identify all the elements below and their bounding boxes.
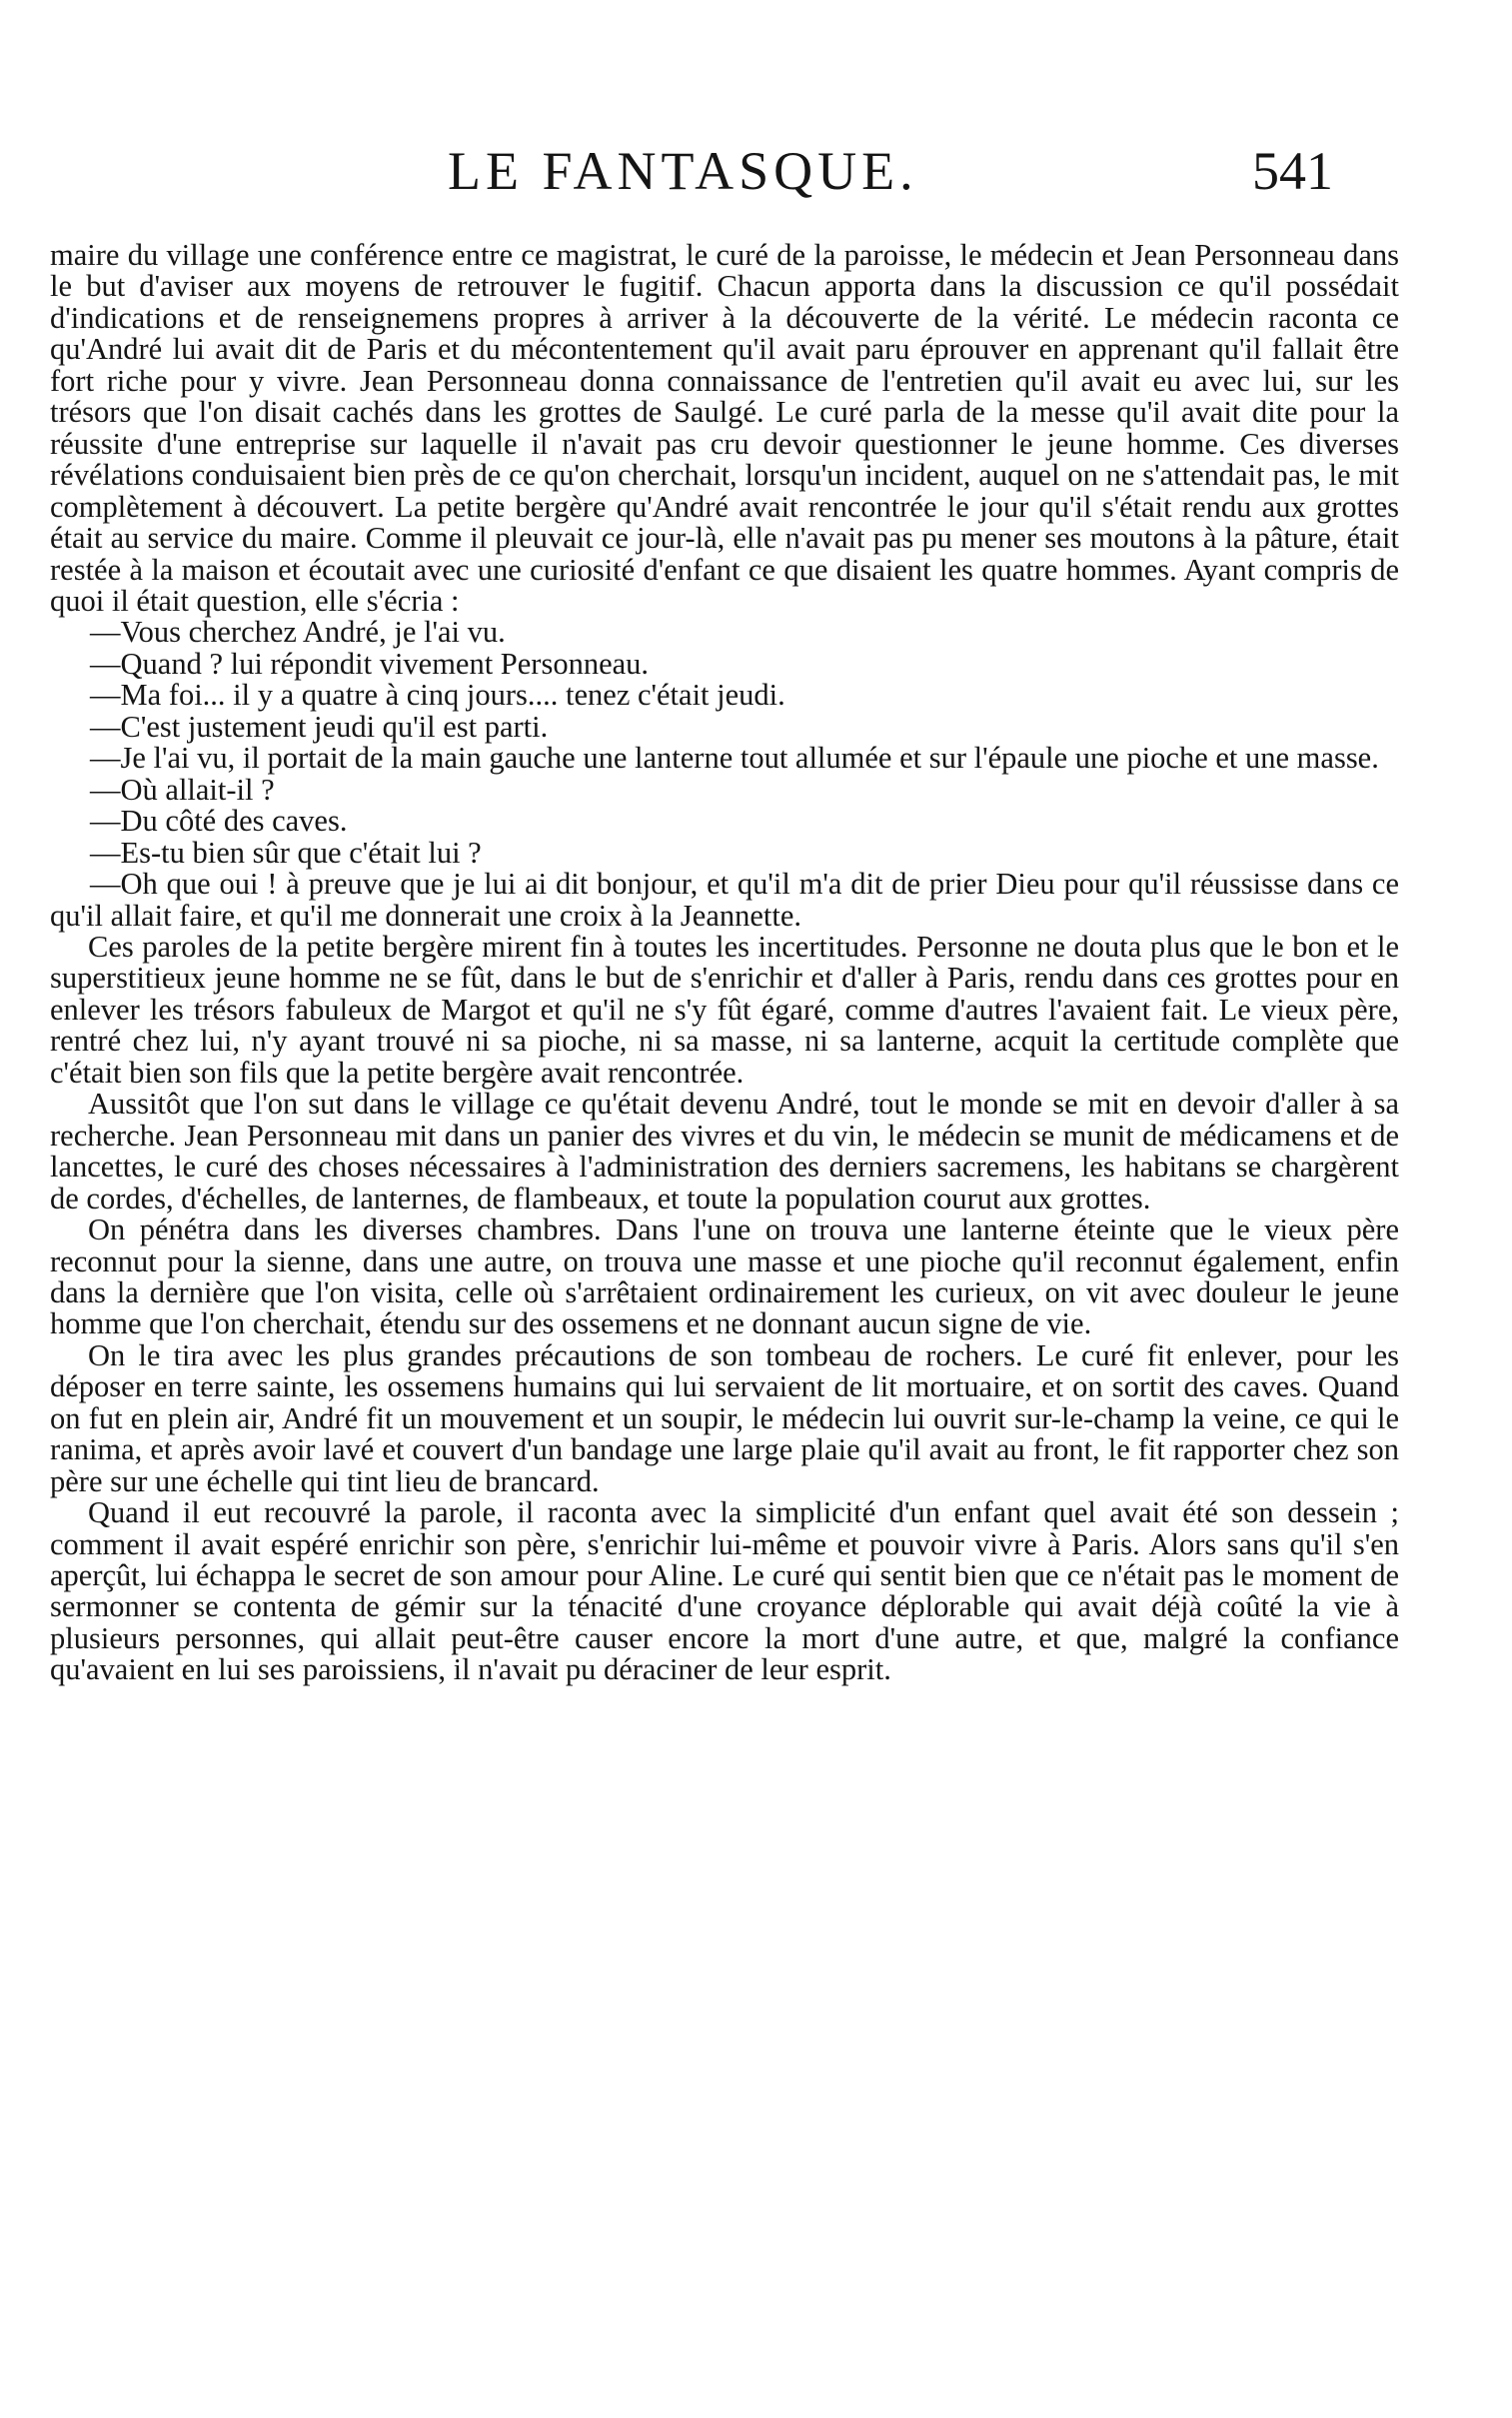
page-number: 541 bbox=[1252, 141, 1333, 201]
paragraph: maire du village une conférence entre ce magistrat, le curé de la paroisse, le médecin et Jean Personneau dans le but d'aviser aux moyens de retrouver le fugitif. Chacun apporta dans la discussion ce qu'il possédait d'indications et de renseignemens propres à arriver à la découverte de la vérité. Le médecin raconta ce qu'André lui avait dit de Paris et du mécontentement qu'il avait paru éprouver en apprenant qu'il fallait être fort riche pour y vivre. Jean Personneau donna connaissance de l'entretien qu'il avait eu avec lui, sur les trésors que l'on disait cachés dans les grottes de Saulgé. Le curé parla de la messe qu'il avait dite pour la réussite d'une entreprise sur laquelle il n'avait pas cru devoir questionner le jeune homme. Ces diverses révélations conduisaient bien près de ce qu'on cherchait, lorsqu'un incident, auquel on ne s'attendait pas, le mit complètement à découvert. La petite bergère qu'André avait rencontrée le jour qu'il s'était rendu aux grottes était au service du maire. Comme il pleuvait ce jour-là, elle n'avait pas pu mener ses moutons à la pâture, était restée à la maison et écoutait avec une curiosité d'enfant ce que disaient les quatre hommes. Ayant compris de quoi il était question, elle s'écria : bbox=[50, 238, 1399, 618]
dialogue-line: —Ma foi... il y a quatre à cinq jours.... tenez c'était jeudi. bbox=[90, 678, 785, 713]
dialogue-line: —Es-tu bien sûr que c'était lui ? bbox=[90, 835, 482, 870]
dialogue-line: —C'est justement jeudi qu'il est parti. bbox=[90, 709, 549, 744]
dialogue-line: —Quand ? lui répondit vivement Personneau. bbox=[90, 646, 650, 681]
dialogue-line: —Vous cherchez André, je l'ai vu. bbox=[90, 615, 506, 650]
running-header bbox=[0, 140, 1512, 210]
dialogue-line: —Je l'ai vu, il portait de la main gauche une lanterne tout allumée et sur l'épaule une pioche et une masse. bbox=[90, 741, 1379, 776]
body-text bbox=[50, 240, 1399, 1686]
paragraph: On pénétra dans les diverses chambres. Dans l'une on trouva une lanterne éteinte que le vieux père reconnut pour la sienne, dans une autre, on trouva une masse et une pioche qu'il reconnut également, enfin dans la dernière que l'on visita, celle où s'arrêtaient ordinairement les curieux, on vit avec douleur le jeune homme que l'on cherchait, étendu sur des ossemens et ne donnant aucun signe de vie. bbox=[50, 1212, 1399, 1341]
journal-title: LE FANTASQUE. bbox=[448, 141, 918, 201]
dialogue-line: —Du côté des caves. bbox=[90, 804, 348, 839]
dialogue-line: —Où allait-il ? bbox=[90, 772, 275, 807]
paragraph: Ces paroles de la petite bergère mirent fin à toutes les incertitudes. Personne ne douta plus que le bon et le superstitieux jeune homme ne se fût, dans le but de s'enrichir et d'aller à Paris, rendu dans ces grottes pour en enlever les trésors fabuleux de Margot et qu'il ne s'y fût égaré, comme d'autres l'avaient fait. Le vieux père, rentré chez lui, n'y ayant trouvé ni sa pioche, ni sa masse, ni sa lanterne, acquit la certitude complète que c'était bien son fils que la petite bergère avait rencontrée. bbox=[50, 929, 1399, 1090]
paragraph: Aussitôt que l'on sut dans le village ce qu'était devenu André, tout le monde se mit en devoir d'aller à sa recherche. Jean Personneau mit dans un panier des vivres et du vin, le médecin se munit de médicamens et de lancettes, le curé des choses nécessaires à l'administration des derniers sacremens, les habitans se chargèrent de cordes, d'échelles, de lanternes, de flambeaux, et toute la population courut aux grottes. bbox=[50, 1087, 1399, 1215]
dialogue-line: —Oh que oui ! à preuve que je lui ai dit bonjour, et qu'il m'a dit de prier Dieu pour qu'il réussisse dans ce qu'il allait faire, et qu'il me donnerait une croix à la Jeannette. bbox=[50, 867, 1399, 933]
paragraph: Quand il eut recouvré la parole, il raconta avec la simplicité d'un enfant quel avait été son dessein ; comment il avait espéré enrichir son père, s'enrichir lui-même et pouvoir vivre à Paris. Alors sans qu'il s'en aperçût, lui échappa le secret de son amour pour Aline. Le curé qui sentit bien que ce n'était pas le moment de sermonner se contenta de gémir sur la ténacité d'une croyance déplorable qui avait déjà coûté la vie à plusieurs personnes, qui allait peut-être causer encore la mort d'une autre, et que, malgré la confiance qu'avaient en lui ses paroissiens, il n'avait pu déraciner de leur esprit. bbox=[50, 1495, 1399, 1687]
paragraph: On le tira avec les plus grandes précautions de son tombeau de rochers. Le curé fit enlever, pour les déposer en terre sainte, les ossemens humains qui lui servaient de lit mortuaire, et on sortit des caves. Quand on fut en plein air, André fit un mouvement et un soupir, le médecin lui ouvrit sur-le-champ la veine, ce qui le ranima, et après avoir lavé et couvert d'un bandage une large plaie qu'il avait au front, le fit rapporter chez son père sur une échelle qui tint lieu de brancard. bbox=[50, 1337, 1399, 1498]
